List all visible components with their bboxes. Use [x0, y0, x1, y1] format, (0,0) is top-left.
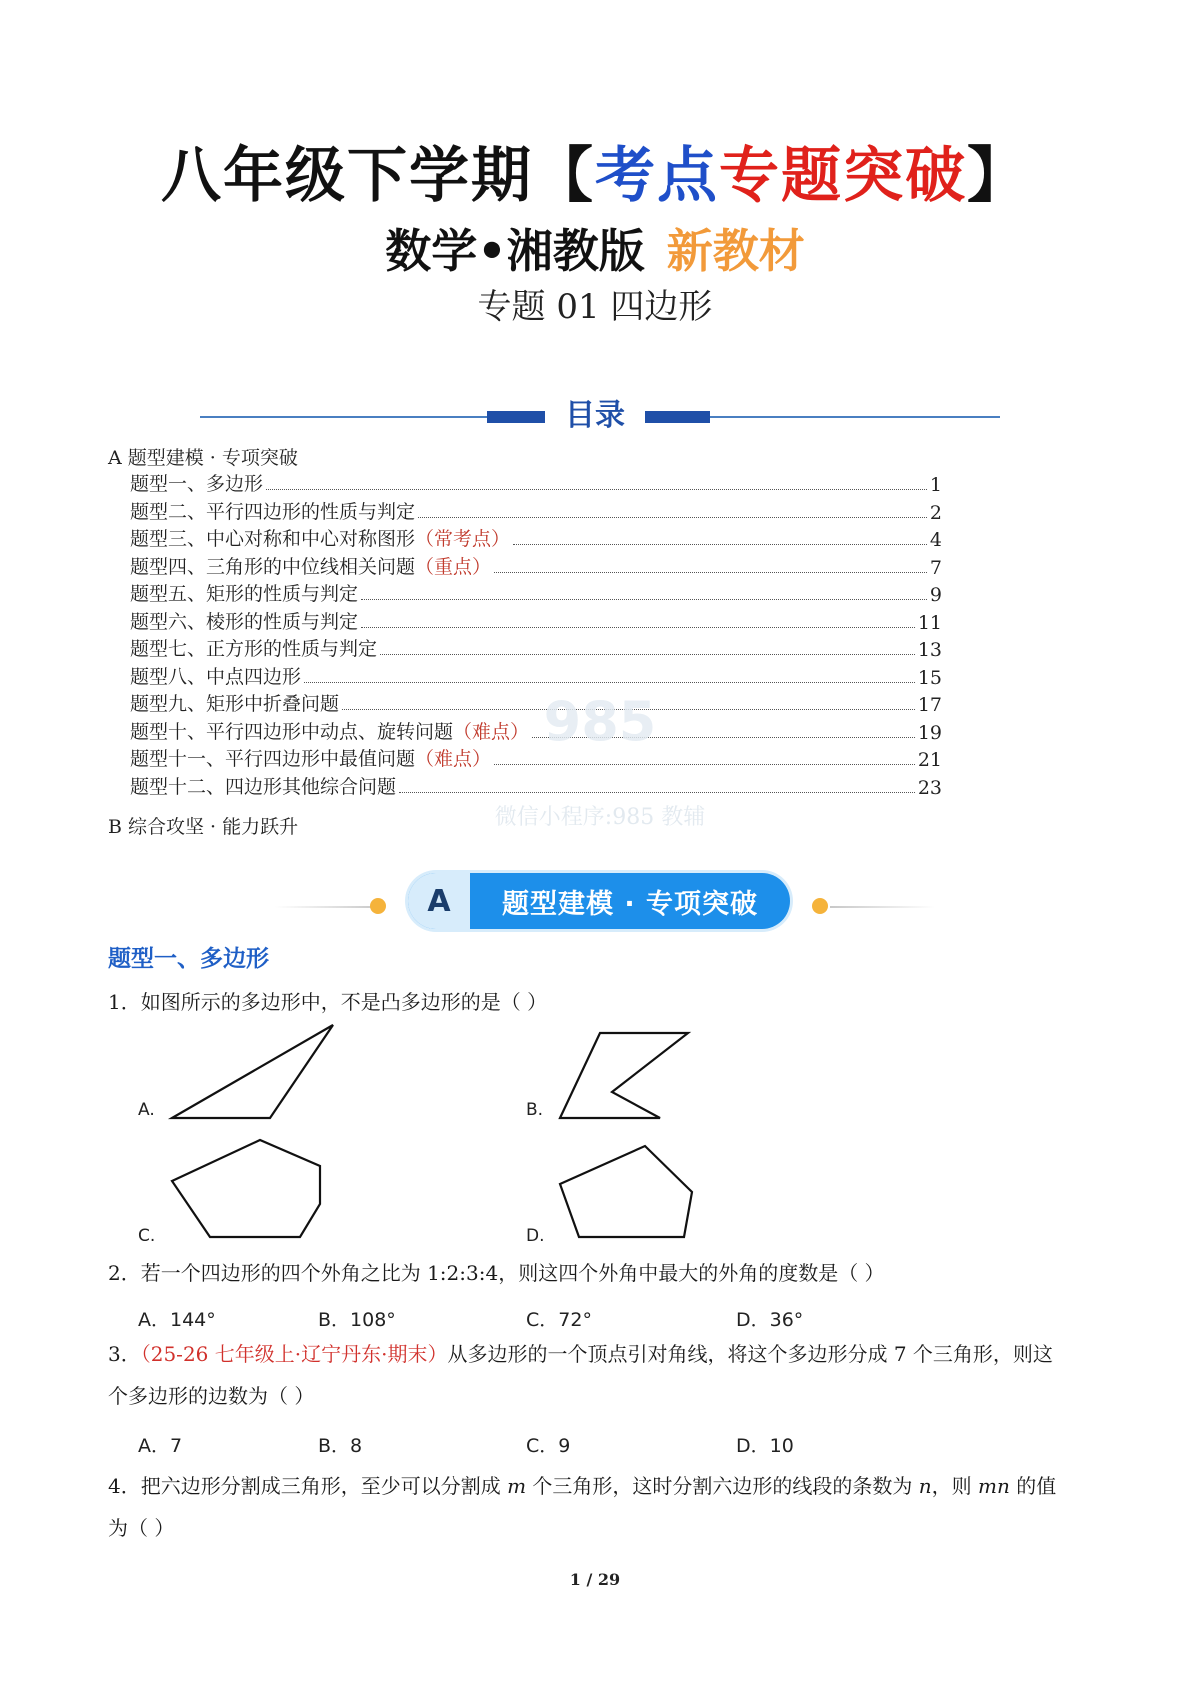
- q1-option-b-label[interactable]: B.: [526, 1100, 544, 1120]
- subtitle-highlight: 新教材: [666, 224, 805, 278]
- q4-text-a: 4．把六边形分割成三角形，至少可以分割成: [108, 1474, 508, 1498]
- toc-item-page: 23: [917, 776, 942, 799]
- question-2: 2．若一个四边形的四个外角之比为 1:2:3:4，则这四个外角中最大的外角的度数是（ ）: [108, 1261, 885, 1285]
- title-bracket: 】: [967, 141, 1029, 211]
- toc-item-page: 13: [917, 639, 942, 661]
- topic-title: 专题 01 四边形: [477, 287, 713, 327]
- q4-var-m: m: [507, 1474, 527, 1498]
- q4-text-c: ，则: [931, 1474, 979, 1498]
- q4-var-n: n: [918, 1474, 932, 1498]
- toc-item-note: （常考点）: [415, 528, 511, 550]
- subtitle-text: 数学•湘教版: [385, 224, 645, 278]
- question-4: [108, 1465, 1098, 1549]
- toc-item-page: 17: [917, 694, 942, 716]
- toc-item-label: 题型二、平行四边形的性质与判定: [130, 500, 416, 523]
- toc-item-label: 题型一、多边形: [130, 473, 264, 495]
- toc-item-label: 题型六、棱形的性质与判定: [130, 610, 359, 633]
- title-text: 八年级下学期【: [161, 141, 595, 211]
- q2-option-b[interactable]: B．108°: [318, 1309, 396, 1331]
- toc-item-label: 题型十一、平行四边形中最值问题: [130, 748, 416, 770]
- q3-option-b[interactable]: B．8: [318, 1435, 363, 1457]
- q4-var-mn: mn: [978, 1474, 1010, 1498]
- banner-text: 题型建模 · 专项突破: [501, 888, 759, 920]
- title-highlight-blue: 考点: [595, 141, 719, 211]
- toc-item-page: 9: [929, 584, 942, 606]
- q1-figure-b-concave-quadrilateral[interactable]: [560, 1033, 688, 1118]
- toc-heading: 目录: [545, 396, 645, 436]
- toc-item-label: 题型十、平行四边形中动点、旋转问题: [130, 720, 454, 743]
- banner-letter: A: [408, 873, 470, 929]
- toc-section-a[interactable]: A 题型建模 · 专项突破: [108, 447, 298, 469]
- q3-number: 3．: [108, 1342, 141, 1366]
- question-3: [108, 1333, 1098, 1417]
- q3-option-a[interactable]: A．7: [138, 1435, 183, 1457]
- q3-line2: 个多边形的边数为（ ）: [108, 1384, 315, 1408]
- watermark-number: 985: [543, 690, 657, 753]
- toc-item-page: 7: [929, 556, 942, 579]
- toc-item-page: 21: [917, 749, 942, 771]
- q3-source: （25-26 七年级上·辽宁丹东·期末）: [140, 1342, 448, 1366]
- question-1: 1．如图所示的多边形中，不是凸多边形的是（ ）: [108, 990, 548, 1014]
- toc-item-page: 19: [917, 721, 942, 744]
- toc-item-label: 题型四、三角形的中位线相关问题: [130, 555, 416, 578]
- q1-figure-d-pentagon[interactable]: [560, 1146, 692, 1237]
- toc-item-page: 2: [929, 501, 942, 524]
- q3-option-c[interactable]: C．9: [526, 1435, 571, 1457]
- q4-line2: 为（ ）: [108, 1516, 175, 1540]
- q2-option-d[interactable]: D．36°: [736, 1309, 804, 1331]
- section-title: 题型一、多边形: [108, 946, 269, 972]
- toc-item-label: 题型十二、四边形其他综合问题: [130, 775, 397, 798]
- q3-line1: 从多边形的一个顶点引对角线，将这个多边形分成 7 个三角形，则这: [447, 1342, 1053, 1366]
- toc-item-page: 4: [929, 529, 942, 551]
- q1-option-c-label[interactable]: C.: [138, 1226, 156, 1246]
- toc-item-label: 题型五、矩形的性质与判定: [130, 583, 359, 605]
- q2-option-a[interactable]: A．144°: [138, 1309, 216, 1331]
- q1-option-a-label[interactable]: A.: [138, 1100, 155, 1120]
- toc-section-b[interactable]: B 综合攻坚 · 能力跃升: [108, 816, 299, 838]
- title-highlight-red: 专题突破: [719, 141, 967, 211]
- q4-text-d: 的值: [1009, 1474, 1057, 1498]
- toc-item-label: 题型九、矩形中折叠问题: [130, 693, 340, 715]
- toc-item-note: （难点）: [453, 720, 530, 743]
- toc-item-label: 题型八、中点四边形: [130, 665, 302, 688]
- q1-figure-a-triangle[interactable]: [172, 1025, 333, 1118]
- watermark-text: 微信小程序:985 教辅: [494, 805, 706, 830]
- q2-option-c[interactable]: C．72°: [526, 1309, 592, 1331]
- toc-item-page: 1: [929, 474, 942, 496]
- q4-text-b: 个三角形，这时分割六边形的线段的条数为: [526, 1474, 919, 1498]
- toc-item-page: 11: [917, 611, 942, 634]
- toc-item-page: 15: [917, 666, 942, 689]
- toc-item-note: （难点）: [415, 748, 492, 770]
- q1-figure-c-hexagon[interactable]: [172, 1140, 320, 1237]
- toc-item-label: 题型三、中心对称和中心对称图形: [130, 528, 416, 550]
- toc-item-note: （重点）: [415, 555, 492, 578]
- toc-item-label: 题型七、正方形的性质与判定: [130, 638, 378, 660]
- page-number: 1 / 29: [569, 1570, 621, 1589]
- q1-option-d-label[interactable]: D.: [526, 1226, 545, 1246]
- q3-option-d[interactable]: D．10: [736, 1435, 794, 1457]
